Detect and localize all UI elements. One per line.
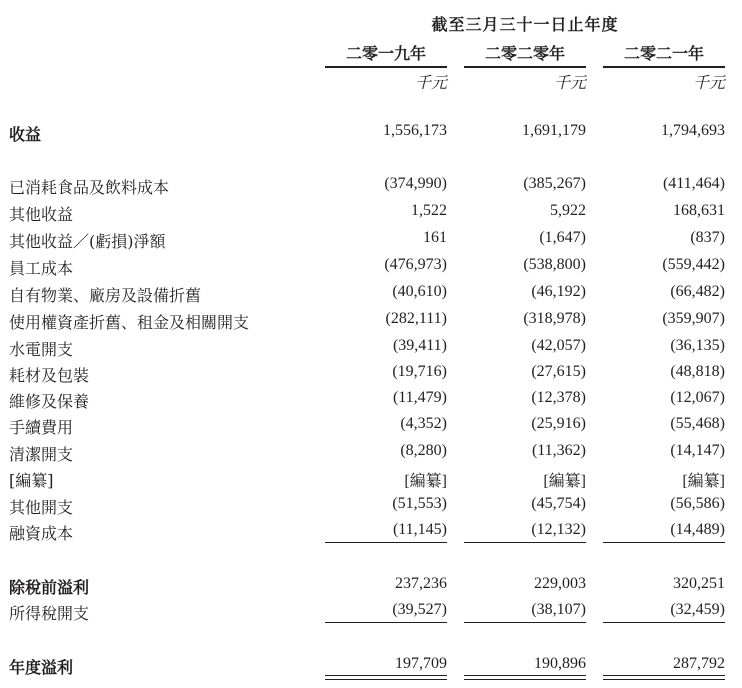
value-cell: (36,135) — [670, 337, 725, 354]
row-label: 收益 — [9, 125, 42, 144]
value-cell: (318,978) — [523, 310, 586, 327]
row-label: 除稅前溢利 — [9, 578, 90, 597]
year-header-2019: 二零一九年 — [325, 41, 447, 68]
row-label: 維修及保養 — [9, 392, 90, 411]
row-label: 手續費用 — [9, 418, 74, 437]
row-label: 其他收益／(虧損)淨額 — [9, 232, 166, 251]
value-cell: (39,527) — [392, 601, 447, 618]
unit-label: 千元 — [553, 73, 586, 92]
year-header-2021: 二零二一年 — [603, 41, 725, 68]
value-cell: (11,479) — [392, 389, 447, 406]
value-cell: (837) — [690, 229, 725, 246]
value-cell: 1,522 — [411, 202, 447, 219]
value-cell: (42,057) — [531, 337, 586, 354]
subtotal-rule — [603, 542, 725, 543]
row-label: 已消耗食品及飲料成本 — [9, 178, 170, 197]
row-label: 自有物業、廠房及設備折舊 — [9, 286, 202, 305]
value-cell: (55,468) — [670, 415, 725, 432]
row-label: 水電開支 — [9, 340, 74, 359]
subtotal-rule — [325, 542, 447, 543]
value-cell: (4,352) — [400, 415, 447, 432]
value-cell: (11,362) — [531, 442, 586, 459]
unit-label: 千元 — [414, 73, 447, 92]
row-label: 其他收益 — [9, 205, 74, 224]
row-label: 所得稅開支 — [9, 604, 90, 623]
value-cell: (14,489) — [670, 521, 725, 538]
value-cell: 1,556,173 — [383, 122, 447, 139]
value-cell: (38,107) — [531, 601, 586, 618]
total-double-rule — [325, 675, 447, 680]
year-header-2020: 二零二零年 — [464, 41, 586, 68]
value-cell: (385,267) — [523, 175, 586, 192]
row-label: 融資成本 — [9, 524, 74, 543]
value-cell: 1,794,693 — [661, 122, 725, 139]
unit-label: 千元 — [692, 73, 725, 92]
value-cell: 1,691,179 — [522, 122, 586, 139]
value-cell: 287,792 — [673, 655, 725, 672]
row-label: 其他開支 — [9, 498, 74, 517]
value-cell: (25,916) — [531, 415, 586, 432]
value-cell: (19,716) — [392, 363, 447, 380]
value-cell: (56,586) — [670, 495, 725, 512]
value-cell: (411,464) — [662, 175, 725, 192]
subtotal-rule — [603, 622, 725, 623]
value-cell: (39,411) — [392, 337, 447, 354]
total-double-rule — [603, 675, 725, 680]
period-header: 截至三月三十一日止年度 — [431, 15, 619, 34]
value-cell: 190,896 — [534, 655, 586, 672]
value-cell: (12,378) — [531, 389, 586, 406]
value-cell: (359,907) — [662, 310, 725, 327]
value-cell: 161 — [423, 229, 447, 246]
value-cell: 197,709 — [395, 655, 447, 672]
row-label: [編纂] — [9, 471, 54, 490]
value-cell: (8,280) — [400, 442, 447, 459]
total-double-rule — [464, 675, 586, 680]
value-cell: (12,132) — [531, 521, 586, 538]
value-cell: (282,111) — [385, 310, 447, 327]
value-cell: (559,442) — [662, 256, 725, 273]
value-cell: (538,800) — [523, 256, 586, 273]
value-cell: (27,615) — [531, 363, 586, 380]
value-cell: (32,459) — [670, 601, 725, 618]
value-cell: (11,145) — [392, 521, 447, 538]
value-cell: (66,482) — [670, 283, 725, 300]
value-cell: (12,067) — [670, 389, 725, 406]
subtotal-rule — [464, 622, 586, 623]
value-cell: (14,147) — [670, 442, 725, 459]
value-cell: (40,610) — [392, 283, 447, 300]
value-cell: [編纂] — [682, 473, 725, 490]
value-cell: (1,647) — [539, 229, 586, 246]
value-cell: [編纂] — [404, 473, 447, 490]
value-cell: 237,236 — [395, 575, 447, 592]
value-cell: (51,553) — [392, 495, 447, 512]
value-cell: 229,003 — [534, 575, 586, 592]
value-cell: (476,973) — [384, 256, 447, 273]
row-label: 清潔開支 — [9, 445, 74, 464]
value-cell: (48,818) — [670, 363, 725, 380]
subtotal-rule — [325, 622, 447, 623]
value-cell: (46,192) — [531, 283, 586, 300]
row-label: 使用權資產折舊、租金及相關開支 — [9, 313, 250, 332]
value-cell: (374,990) — [384, 175, 447, 192]
row-label: 年度溢利 — [9, 658, 74, 677]
value-cell: 320,251 — [673, 575, 725, 592]
row-label: 耗材及包裝 — [9, 366, 90, 385]
row-label: 員工成本 — [9, 259, 74, 278]
value-cell: [編纂] — [543, 473, 586, 490]
subtotal-rule — [464, 542, 586, 543]
value-cell: 5,922 — [550, 202, 586, 219]
value-cell: (45,754) — [531, 495, 586, 512]
value-cell: 168,631 — [673, 202, 725, 219]
